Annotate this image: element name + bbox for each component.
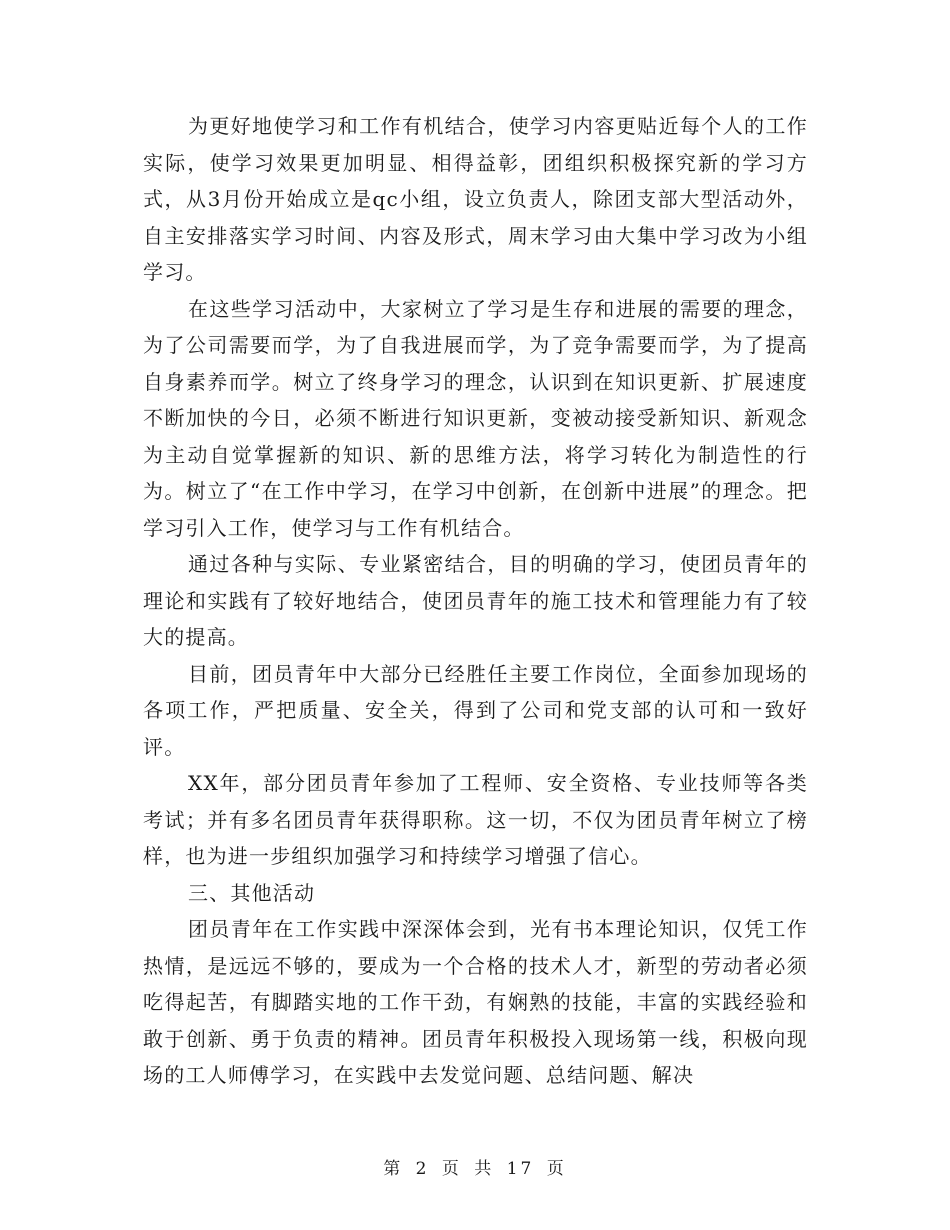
paragraph-study-integration: 为更好地使学习和工作有机结合，使学习内容更贴近每个人的工作实际，使学习效果更加明显、相得益彰，团组织积极探究新的学习方式，从3月份开始成立是qc小组，设立负责人，除团支部大型活动外，自主安排落实学习时间、内容及形式，周末学习由大集中学习改为小组学习。: [143, 114, 808, 284]
paragraph-practice-experience: 团员青年在工作实践中深深体会到，光有书本理论知识，仅凭工作热情，是远远不够的，要成为一个合格的技术人才，新型的劳动者必须吃得起苦，有脚踏实地的工作干劲，有娴熟的技能，丰富的实践经验和敢于创新、勇于负责的精神。团员青年积极投入现场第一线，积极向现场的工人师傅学习，在实践中去发觉问题、总结问题、解决: [143, 917, 808, 1087]
footer-prefix: 第: [383, 1159, 404, 1179]
paragraph-current-status: 目前，团员青年中大部分已经胜任主要工作岗位，全面参加现场的各项工作，严把质量、安全关，得到了公司和党支部的认可和一致好评。: [143, 661, 808, 759]
footer-total-word: 共: [474, 1159, 495, 1179]
footer-current-page: 2: [415, 1159, 430, 1179]
footer-page-word: 页: [441, 1159, 462, 1179]
paragraph-study-concepts: 在这些学习活动中，大家树立了学习是生存和进展的需要的理念，为了公司需要而学，为了自我进展而学，为了竞争需要而学，为了提高自身素养而学。树立了终身学习的理念，认识到在知识更新、扩展速度不断加快的今日，必须不断进行知识更新，变被动接受新知识、新观念为主动自觉掌握新的知识、新的思维方法，将学习转化为制造性的行为。树立了“在工作中学习，在学习中创新，在创新中进展”的理念。把学习引入工作，使学习与工作有机结合。: [143, 296, 808, 540]
document-body: [143, 108, 808, 1094]
page-footer: [0, 1154, 950, 1179]
paragraph-exams: XX年，部分团员青年参加了工程师、安全资格、专业技师等各类考试；并有多名团员青年获得职称。这一切，不仅为团员青年树立了榜样，也为进一步组织加强学习和持续学习增强了信心。: [143, 771, 808, 868]
paragraph-theory-practice: 通过各种与实际、专业紧密结合，目的明确的学习，使团员青年的理论和实践有了较好地结合，使团员青年的施工技术和管理能力有了较大的提高。: [143, 552, 808, 649]
footer-total-pages: 17: [506, 1159, 535, 1179]
section-heading-other-activities: 三、其他活动: [188, 880, 316, 905]
footer-suffix: 页: [546, 1159, 567, 1179]
